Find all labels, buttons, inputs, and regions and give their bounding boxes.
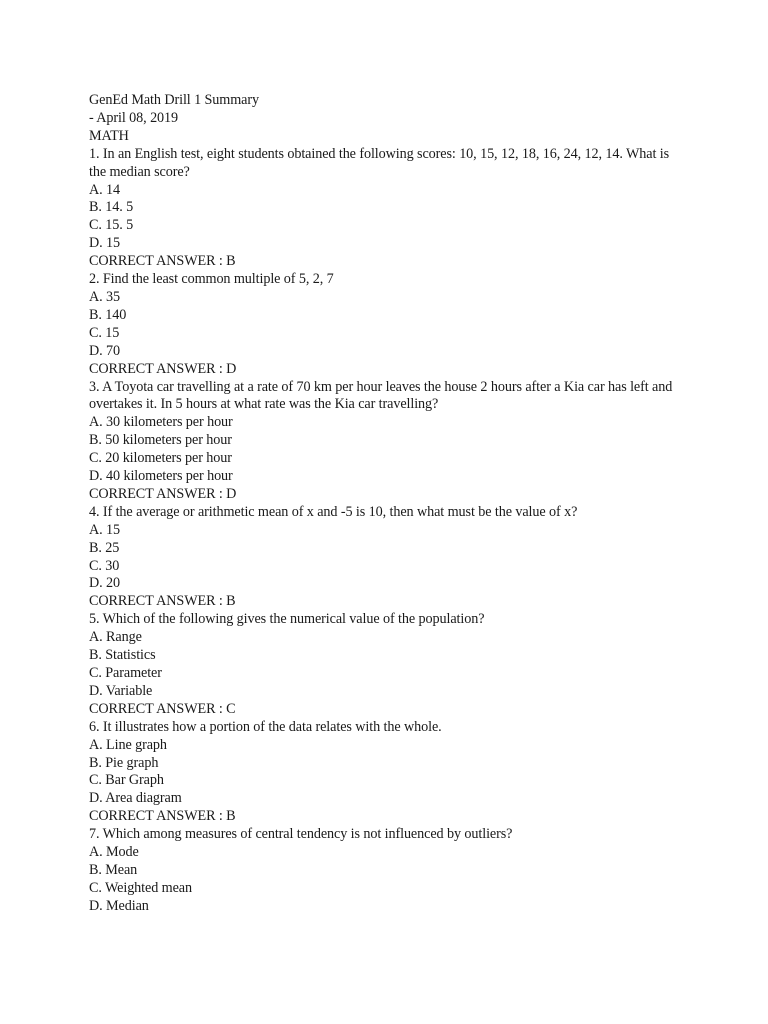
question-block (89, 611, 689, 718)
option-b: B. 14. 5 (89, 199, 134, 216)
option-b: B. 140 (89, 306, 127, 323)
option-a: A. Range (89, 629, 142, 646)
correct-answer: CORRECT ANSWER : D (89, 485, 237, 502)
option-c: C. Bar Graph (89, 772, 164, 789)
question-text: 7. Which among measures of central tendency is not influenced by outliers? (89, 826, 513, 843)
document-page (89, 92, 689, 916)
question-block (89, 379, 689, 504)
option-d: D. Variable (89, 682, 153, 699)
question-text: 5. Which of the following gives the numerical value of the population? (89, 611, 485, 628)
correct-answer: CORRECT ANSWER : B (89, 593, 236, 610)
question-text: 4. If the average or arithmetic mean of x and -5 is 10, then what must be the value of x? (89, 503, 578, 520)
document-date: - April 08, 2019 (89, 109, 179, 126)
correct-answer: CORRECT ANSWER : B (89, 253, 236, 270)
option-c: C. 30 (89, 557, 120, 574)
question-block (89, 719, 689, 826)
option-b: B. 25 (89, 539, 120, 556)
question-block (89, 146, 689, 271)
correct-answer: CORRECT ANSWER : C (89, 700, 236, 717)
option-d: D. 20 (89, 575, 121, 592)
option-c: C. Weighted mean (89, 879, 192, 896)
document-title: GenEd Math Drill 1 Summary (89, 92, 259, 108)
question-text: 2. Find the least common multiple of 5, 2, 7 (89, 271, 334, 288)
option-b: B. 50 kilometers per hour (89, 432, 232, 449)
option-a: A. Line graph (89, 736, 167, 753)
question-block (89, 826, 689, 916)
question-block (89, 504, 689, 611)
option-a: A. 35 (89, 288, 121, 305)
option-d: D. Area diagram (89, 790, 182, 807)
option-a: A. 30 kilometers per hour (89, 414, 233, 431)
option-d: D. Median (89, 897, 149, 914)
option-b: B. Pie graph (89, 754, 159, 771)
section-heading: MATH (89, 127, 129, 144)
option-c: C. 20 kilometers per hour (89, 450, 232, 467)
option-d: D. 70 (89, 342, 121, 359)
option-c: C. 15. 5 (89, 217, 134, 234)
option-a: A. Mode (89, 844, 139, 861)
option-d: D. 15 (89, 235, 121, 252)
option-c: C. Parameter (89, 665, 162, 681)
option-b: B. Mean (89, 861, 138, 878)
question-block (89, 271, 689, 378)
correct-answer: CORRECT ANSWER : B (89, 808, 236, 825)
option-b: B. Statistics (89, 647, 156, 664)
option-a: A. 14 (89, 181, 121, 198)
question-text: 6. It illustrates how a portion of the data relates with the whole. (89, 718, 442, 735)
option-a: A. 15 (89, 521, 121, 538)
option-d: D. 40 kilometers per hour (89, 468, 233, 485)
correct-answer: CORRECT ANSWER : D (89, 360, 237, 377)
question-text: 1. In an English test, eight students obtained the following scores: 10, 15, 12, 18, 16, 24, 12, 14. What is the median score? (89, 145, 670, 180)
option-c: C. 15 (89, 324, 120, 341)
question-text: 3. A Toyota car travelling at a rate of 70 km per hour leaves the house 2 hours after a Kia car has left and overtakes it. In 5 hours at what rate was the Kia car travelling? (89, 378, 673, 413)
